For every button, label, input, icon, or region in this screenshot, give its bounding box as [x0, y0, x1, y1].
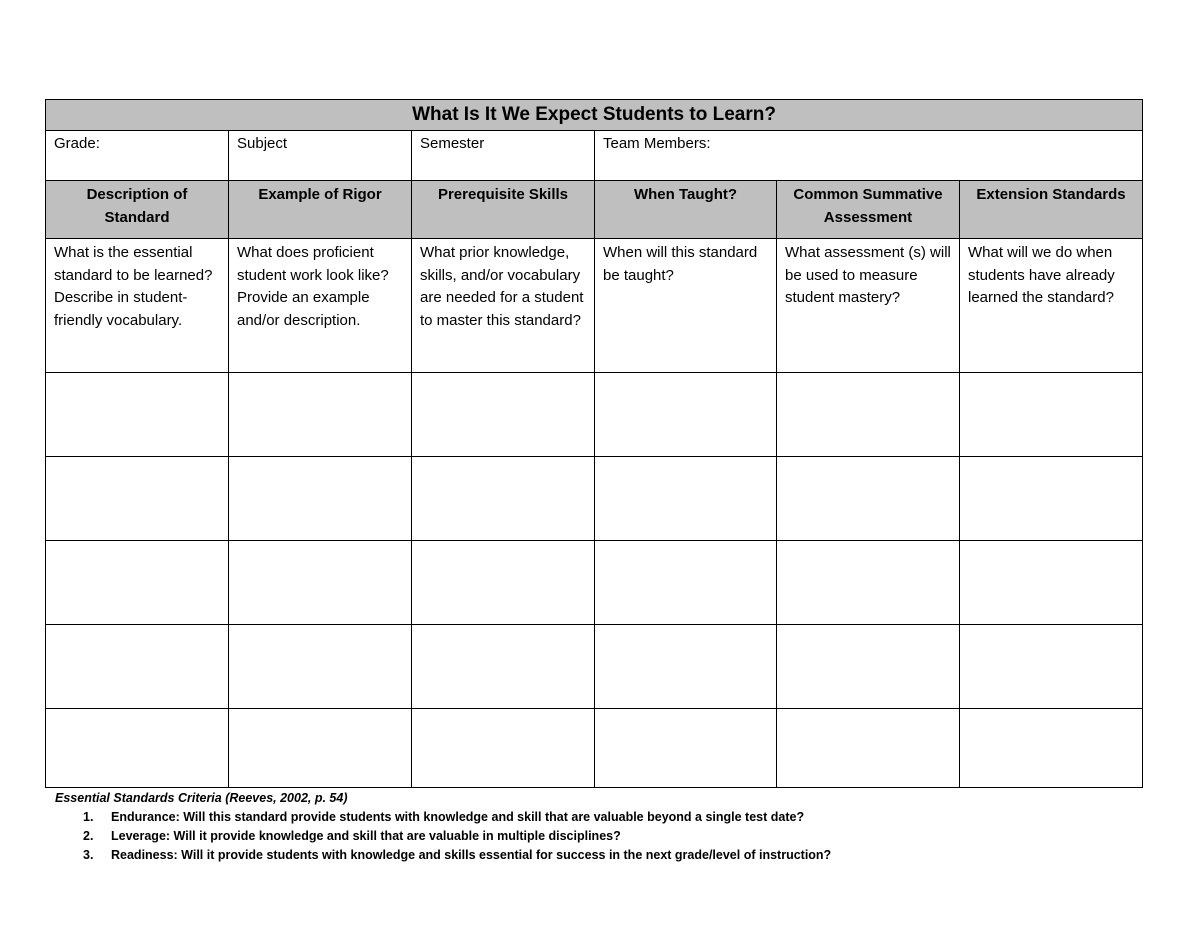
- criteria-list: [55, 808, 1055, 865]
- table-row: [46, 541, 1143, 625]
- list-item: 2. Leverage: Will it provide knowledge and skill that are valuable in multiple disciplines?: [83, 829, 621, 843]
- entry-cell[interactable]: [46, 625, 229, 709]
- list-item: 1. Endurance: Will this standard provide students with knowledge and skill that are valuable beyond a single test date?: [83, 810, 805, 824]
- entry-cell[interactable]: [960, 541, 1143, 625]
- header-when-taught: When Taught?: [595, 181, 777, 239]
- table-title: What Is It We Expect Students to Learn?: [46, 100, 1143, 131]
- semester-field[interactable]: Semester: [412, 131, 595, 181]
- entry-cell[interactable]: [412, 709, 595, 788]
- entry-cell[interactable]: [46, 457, 229, 541]
- description-cell: When will this standard be taught?: [595, 239, 777, 373]
- entry-cell[interactable]: [412, 457, 595, 541]
- description-cell: What assessment (s) will be used to measure student mastery?: [777, 239, 960, 373]
- team-members-field[interactable]: Team Members:: [595, 131, 1143, 181]
- entry-cell[interactable]: [777, 541, 960, 625]
- criteria-title: Essential Standards Criteria (Reeves, 2002, p. 54): [55, 791, 348, 805]
- table-row: [46, 709, 1143, 788]
- header-rigor: Example of Rigor: [229, 181, 412, 239]
- list-item: 3. Readiness: Will it provide students with knowledge and skills essential for success in the next grade/level of instruction?: [83, 848, 832, 862]
- header-prerequisite: Prerequisite Skills: [412, 181, 595, 239]
- entry-cell[interactable]: [960, 457, 1143, 541]
- subject-field[interactable]: Subject: [229, 131, 412, 181]
- entry-cell[interactable]: [777, 457, 960, 541]
- entry-cell[interactable]: [595, 709, 777, 788]
- entry-cell[interactable]: [960, 709, 1143, 788]
- entry-cell[interactable]: [960, 373, 1143, 457]
- header-description: Description of Standard: [46, 181, 229, 239]
- entry-cell[interactable]: [229, 457, 412, 541]
- standards-table: [45, 99, 1143, 788]
- entry-cell[interactable]: [777, 373, 960, 457]
- criteria-section: [55, 789, 1055, 865]
- entry-cell[interactable]: [595, 541, 777, 625]
- entry-cell[interactable]: [412, 541, 595, 625]
- entry-cell[interactable]: [412, 625, 595, 709]
- table-row: [46, 457, 1143, 541]
- entry-cell[interactable]: [46, 373, 229, 457]
- entry-cell[interactable]: [777, 709, 960, 788]
- entry-cell[interactable]: [960, 625, 1143, 709]
- description-cell: What is the essential standard to be learned? Describe in student-friendly vocabulary.: [46, 239, 229, 373]
- entry-cell[interactable]: [229, 373, 412, 457]
- entry-cell[interactable]: [595, 373, 777, 457]
- table-row: [46, 373, 1143, 457]
- entry-cell[interactable]: [595, 625, 777, 709]
- entry-cell[interactable]: [229, 709, 412, 788]
- entry-cell[interactable]: [412, 373, 595, 457]
- entry-cell[interactable]: [46, 709, 229, 788]
- entry-cell[interactable]: [229, 625, 412, 709]
- header-assessment: Common Summative Assessment: [777, 181, 960, 239]
- description-cell: What does proficient student work look like? Provide an example and/or description.: [229, 239, 412, 373]
- header-extension: Extension Standards: [960, 181, 1143, 239]
- entry-cell[interactable]: [595, 457, 777, 541]
- description-cell: What prior knowledge, skills, and/or vocabulary are needed for a student to master this standard?: [412, 239, 595, 373]
- grade-field[interactable]: Grade:: [46, 131, 229, 181]
- description-cell: What will we do when students have already learned the standard?: [960, 239, 1143, 373]
- table-row: [46, 625, 1143, 709]
- entry-cell[interactable]: [777, 625, 960, 709]
- entry-cell[interactable]: [229, 541, 412, 625]
- entry-cell[interactable]: [46, 541, 229, 625]
